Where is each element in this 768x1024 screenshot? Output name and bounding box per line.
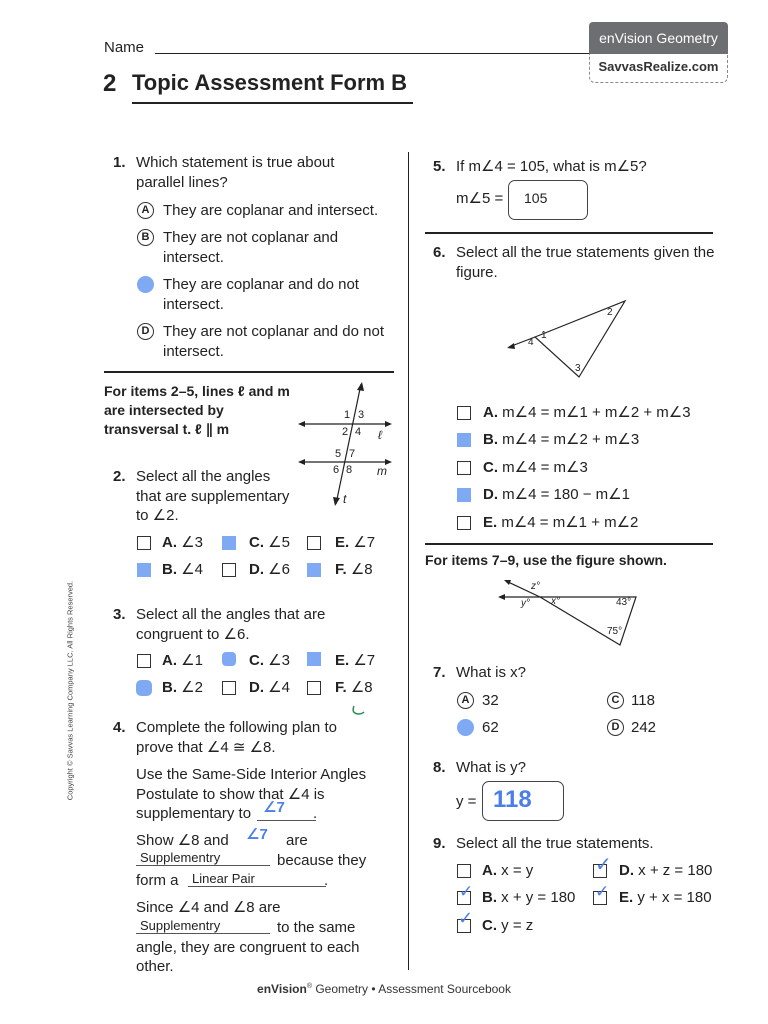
q6-fig-label-4: 4 [528, 337, 534, 348]
q9-e-text: y + x = 180 [637, 889, 712, 906]
q5-text: If m∠4 = 105, what is m∠5? [456, 158, 647, 175]
fig-label-t: t [343, 492, 347, 506]
q7-option-c-text: 118 [631, 692, 655, 709]
q9-c-text: y = z [501, 917, 534, 934]
q2-b-angle: ∠4 [181, 561, 203, 578]
q6-d-label [483, 485, 630, 505]
q3-f-checkbox[interactable] [307, 681, 321, 695]
q4-period-1: . [313, 805, 318, 822]
side-copyright: Copyright © Savvas Learning Company LLC. All Rights Reserved. [65, 580, 75, 801]
q3-a-angle: ∠1 [181, 652, 203, 669]
q2-a-letter: A. [162, 534, 177, 551]
items79-intro: For items 7–9, use the figure shown. [425, 552, 667, 568]
q4-since-text: Since ∠4 and ∠8 are [136, 899, 281, 916]
site-text: SavvasRealize.com [598, 59, 719, 74]
q2-c-letter: C. [249, 534, 264, 551]
q3-c-letter: C. [249, 652, 264, 669]
q6-d-checkbox[interactable] [457, 488, 471, 502]
q6-a-label [483, 403, 691, 423]
q2-b-label [162, 560, 203, 580]
q7-option-d-text: 242 [631, 719, 657, 736]
q4-blank-2[interactable]: Supplementry [136, 850, 270, 866]
q1-number: 1. [113, 154, 126, 171]
q3-f-label [335, 678, 373, 698]
q4-blank-4[interactable]: Supplementry [136, 918, 270, 934]
q2-b-letter: B. [162, 561, 177, 578]
q3-b-angle: ∠2 [181, 679, 203, 696]
q9-c-letter: C. [482, 917, 497, 934]
topic-number: 2 [103, 70, 117, 97]
q6-b-checkbox[interactable] [457, 433, 471, 447]
q9-d-letter: D. [619, 862, 634, 879]
q9-e-label [619, 888, 712, 908]
q2-e-letter: E. [335, 534, 350, 551]
q9-c-label [482, 916, 533, 936]
fig-label-1: 1 [344, 409, 351, 421]
q2-f-letter: F. [335, 561, 347, 578]
q5-number: 5. [433, 158, 446, 175]
q2-text: Select all the angles that are supplementary to ∠2. [136, 468, 290, 524]
q6-text: Select all the true statements given the figure. [456, 244, 715, 281]
q79-fig-label-z: z° [531, 581, 540, 592]
site-link[interactable] [589, 54, 728, 83]
q9-d-text: x + z = 180 [638, 862, 713, 879]
q9-a-label [482, 861, 533, 881]
q3-a-checkbox[interactable] [137, 654, 151, 668]
q3-e-label [335, 651, 375, 671]
fig-label-5: 5 [335, 448, 342, 460]
q6-separator [425, 543, 713, 545]
q6-e-label [483, 513, 638, 533]
q1-option-a-text: They are coplanar and intersect. [163, 202, 379, 219]
q3-b-checkbox[interactable] [136, 680, 152, 696]
parallel-lines-figure [296, 380, 396, 510]
q6-number: 6. [433, 244, 446, 261]
fig-label-2: 2 [342, 426, 349, 438]
q6-c-letter: C. [483, 459, 498, 476]
q6-a-checkbox[interactable] [457, 406, 471, 420]
q9-a-text: x = y [501, 862, 534, 879]
brand-badge [589, 22, 728, 54]
q3-text: Select all the angles that are congruent to ∠6. [136, 606, 326, 643]
q1-option-d-text: They are not coplanar and do not intersect. [163, 323, 384, 360]
q2-f-label [335, 560, 373, 580]
q9-b-checkmark-icon: ✓ [459, 882, 474, 901]
q8-label: y = [456, 793, 477, 810]
q2-number: 2. [113, 468, 126, 485]
q3-a-letter: A. [162, 652, 177, 669]
q6-d-letter: D. [483, 486, 498, 503]
q4-paragraph1: Use the Same-Side Interior Angles Postulate to show that ∠4 is supplementary to [136, 766, 367, 822]
q3-f-angle: ∠8 [350, 679, 373, 696]
q8-text: What is y? [456, 759, 527, 776]
q3-e-angle: ∠7 [353, 652, 376, 669]
q7-option-b-text: 62 [482, 719, 499, 736]
name-line [155, 53, 590, 54]
q4-conclusion-text: to the same angle, they are congruent to each other. [136, 919, 360, 975]
q9-a-checkbox[interactable] [457, 864, 471, 878]
q7-text: What is x? [456, 664, 527, 681]
q6-c-checkbox[interactable] [457, 461, 471, 475]
footer-rest: Geometry • Assessment Sourcebook [315, 982, 511, 996]
q1-option-c-bubble[interactable] [137, 276, 154, 293]
q7-number: 7. [433, 664, 446, 681]
q1-separator [104, 371, 394, 373]
q7-option-a-bubble[interactable]: A [457, 692, 474, 709]
q4-because-text: because they [277, 852, 367, 869]
q3-d-label [249, 678, 290, 698]
fig-label-7: 7 [349, 448, 356, 460]
q79-fig-label-x: x° [551, 596, 560, 607]
q2-e-checkbox[interactable] [307, 536, 321, 550]
q3-d-angle: ∠4 [268, 679, 290, 696]
q2-d-checkbox[interactable] [222, 563, 236, 577]
page-title: Topic Assessment Form B [132, 70, 408, 95]
q6-a-letter: A. [483, 404, 498, 421]
q6-c-text: m∠4 = m∠3 [502, 459, 588, 476]
q9-text: Select all the true statements. [456, 835, 654, 852]
q9-a-letter: A. [482, 862, 497, 879]
q7-option-b-bubble[interactable] [457, 719, 474, 736]
q1-option-c-text: They are coplanar and do not intersect. [163, 276, 359, 313]
q3-d-letter: D. [249, 679, 264, 696]
q7-option-a-text: 32 [482, 692, 499, 709]
brand-badge-text: enVision Geometry [599, 30, 718, 46]
q2-b-checkbox[interactable] [137, 563, 151, 577]
q5-label: m∠5 = [456, 190, 504, 207]
q1-option-a-bubble[interactable]: A [137, 202, 154, 219]
q6-b-text: m∠4 = m∠2 + m∠3 [502, 431, 640, 448]
footer-reg: ® [306, 983, 312, 990]
q9-b-label [482, 888, 575, 908]
q9-number: 9. [433, 835, 446, 852]
name-label: Name [104, 39, 145, 56]
q4-forma-text: form a [136, 872, 179, 889]
q6-e-checkbox[interactable] [457, 516, 471, 530]
q2-f-angle: ∠8 [350, 561, 373, 578]
q3-b-label [162, 678, 203, 698]
q9-b-letter: B. [482, 889, 497, 906]
q1-option-b-bubble[interactable]: B [137, 229, 154, 246]
q9-d-checkmark-icon: ✓ [595, 854, 612, 876]
q9-d-label [619, 861, 712, 881]
q4-text: Complete the following plan to prove that ∠4 ≅ ∠8. [136, 719, 337, 756]
q2-f-checkbox[interactable] [307, 563, 321, 577]
q2-d-label [249, 560, 290, 580]
q4-show-text: Show ∠8 and [136, 832, 229, 849]
q1-option-b-text: They are not coplanar and intersect. [163, 229, 339, 266]
q4-period-2: . [324, 872, 329, 889]
q3-b-letter: B. [162, 679, 177, 696]
q6-fig-label-2: 2 [607, 307, 613, 318]
q6-a-text: m∠4 = m∠1 + m∠2 + m∠3 [502, 404, 691, 421]
q7-option-c-bubble[interactable]: C [607, 692, 624, 709]
q6-fig-label-1: 1 [541, 330, 547, 341]
q3-number: 3. [113, 606, 126, 623]
q6-c-label [483, 458, 588, 478]
q5-answer-box[interactable] [508, 180, 588, 220]
q5-separator [425, 232, 713, 234]
footer-brand: enVision [257, 982, 307, 996]
q3-c-angle: ∠3 [268, 652, 290, 669]
fig-label-4: 4 [355, 426, 362, 438]
q6-b-letter: B. [483, 431, 498, 448]
fig-label-3: 3 [358, 409, 365, 421]
q5-answer-value: 105 [524, 190, 548, 206]
q3-a-label [162, 651, 203, 671]
q9-b-text: x + y = 180 [501, 889, 576, 906]
q2-e-label [335, 533, 375, 553]
q1-text: Which statement is true about parallel lines? [136, 154, 335, 191]
q79-fig-label-y: y° [521, 598, 530, 609]
q4-blank-3[interactable]: Linear Pair [188, 871, 326, 887]
q2-a-label [162, 533, 203, 553]
q8-number: 8. [433, 759, 446, 776]
q3-e-letter: E. [335, 652, 350, 669]
q4-hand-answer-2: ∠7 [246, 826, 268, 843]
q2-e-angle: ∠7 [353, 534, 376, 551]
q8-answer-value: 118 [493, 786, 532, 813]
stray-pen-mark [350, 704, 368, 718]
q6-e-letter: E. [483, 514, 498, 531]
title-underline [132, 102, 413, 104]
q6-fig-label-3: 3 [575, 363, 581, 374]
q3-f-letter: F. [335, 679, 347, 696]
q4-are-text: are [286, 832, 308, 849]
q2-c-checkbox[interactable] [222, 536, 236, 550]
q79-fig-label-75: 75° [607, 626, 623, 637]
fig-label-8: 8 [346, 464, 353, 476]
q4-hand-answer-1: ∠7 [263, 799, 285, 816]
q79-fig-label-43: 43° [616, 597, 632, 608]
fig-label-l: ℓ [378, 428, 382, 442]
triangle-figure-q7-9 [496, 577, 641, 649]
items25-intro: For items 2–5, lines ℓ and m are intersected by transversal t. ℓ ∥ m [104, 383, 290, 437]
column-divider [408, 152, 409, 970]
fig-label-m: m [377, 464, 387, 478]
q4-number: 4. [113, 719, 126, 736]
q9-e-letter: E. [619, 889, 634, 906]
q9-e-checkmark-icon: ✓ [595, 882, 610, 901]
q8-answer-box[interactable] [482, 781, 564, 821]
q2-d-letter: D. [249, 561, 264, 578]
q6-b-label [483, 430, 639, 450]
fig-label-6: 6 [333, 464, 340, 476]
q6-d-text: m∠4 = 180 − m∠1 [502, 486, 630, 503]
footer [0, 982, 768, 996]
q2-c-label [249, 533, 290, 553]
q3-d-checkbox[interactable] [222, 681, 236, 695]
q9-c-checkmark-icon: ✓ [458, 908, 474, 928]
q3-c-checkbox[interactable] [222, 652, 236, 666]
q2-a-checkbox[interactable] [137, 536, 151, 550]
q3-e-checkbox[interactable] [307, 652, 321, 666]
q2-d-angle: ∠6 [268, 561, 290, 578]
q3-c-label [249, 651, 290, 671]
q1-option-d-bubble[interactable]: D [137, 323, 154, 340]
q6-e-text: m∠4 = m∠1 + m∠2 [501, 514, 639, 531]
q7-option-d-bubble[interactable]: D [607, 719, 624, 736]
q2-a-angle: ∠3 [181, 534, 203, 551]
q2-c-angle: ∠5 [268, 534, 290, 551]
